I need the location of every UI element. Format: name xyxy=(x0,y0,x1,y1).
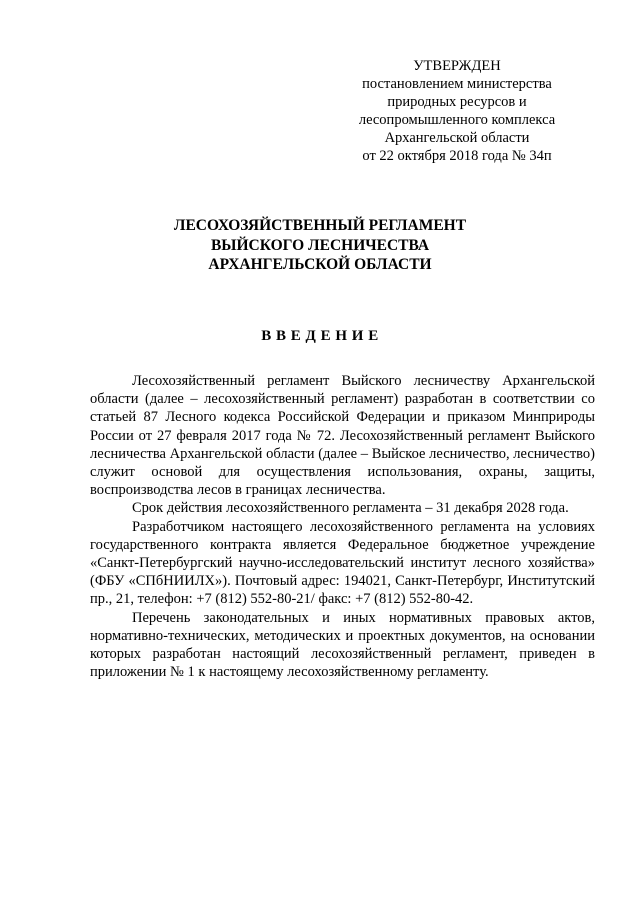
paragraph: Лесохозяйственный регламент Выйского лесничеству Архангельской области (далее – лесохозяйственный регламент) разработан в соответствии со статьей 87 Лесного кодекса Российской Федерации и приказом Минприроды России от 27 февраля 2017 года № 72. Лесохозяйственный регламент Выйского лесничества Архангельской области (далее – Выйское лесничество, лесничество) служит основой для осуществления использования, охраны, защиты, воспроизводства лесов в границах лесничества. xyxy=(90,373,595,499)
title-line: ЛЕСОХОЗЯЙСТВЕННЫЙ РЕГЛАМЕНТ xyxy=(173,217,467,234)
approval-line: от 22 октября 2018 года № 34п xyxy=(362,148,552,164)
approval-block xyxy=(332,57,582,165)
paragraph: Разработчиком настоящего лесохозяйственного регламента на условиях государственного контракта является Федеральное бюджетное учреждение «Санкт-Петербургский научно-исследовательский институт лесного хозяйства» (ФБУ «СПбНИИЛХ»). Почтовый адрес: 194021, Санкт-Петербург, Институтский пр., 21, телефон: +7 (812) 552-80-21/ факс: +7 (812) 552-80-42. xyxy=(90,518,595,608)
title-line: АРХАНГЕЛЬСКОЙ ОБЛАСТИ xyxy=(208,256,432,273)
paragraph: Срок действия лесохозяйственного регламента – 31 декабря 2028 года. xyxy=(132,500,569,517)
approval-line: постановлением министерства xyxy=(362,76,552,92)
document-body xyxy=(90,372,595,681)
approval-line: лесопромышленного комплекса xyxy=(358,112,556,128)
paragraph: Перечень законодательных и иных нормативных правовых актов, нормативно-технических, методических и проектных документов, на основании которых разработан настоящий лесохозяйственный регламент, приведен в приложении № 1 к настоящему лесохозяйственному регламенту. xyxy=(90,609,595,681)
document-title xyxy=(0,216,640,275)
section-heading: В В Е Д Е Н И Е xyxy=(261,328,379,344)
title-line: ВЫЙСКОГО ЛЕСНИЧЕСТВА xyxy=(210,236,430,254)
approval-line: природных ресурсов и xyxy=(387,94,527,110)
approval-line: УТВЕРЖДЕН xyxy=(413,58,501,74)
approval-line: Архангельской области xyxy=(384,130,530,146)
